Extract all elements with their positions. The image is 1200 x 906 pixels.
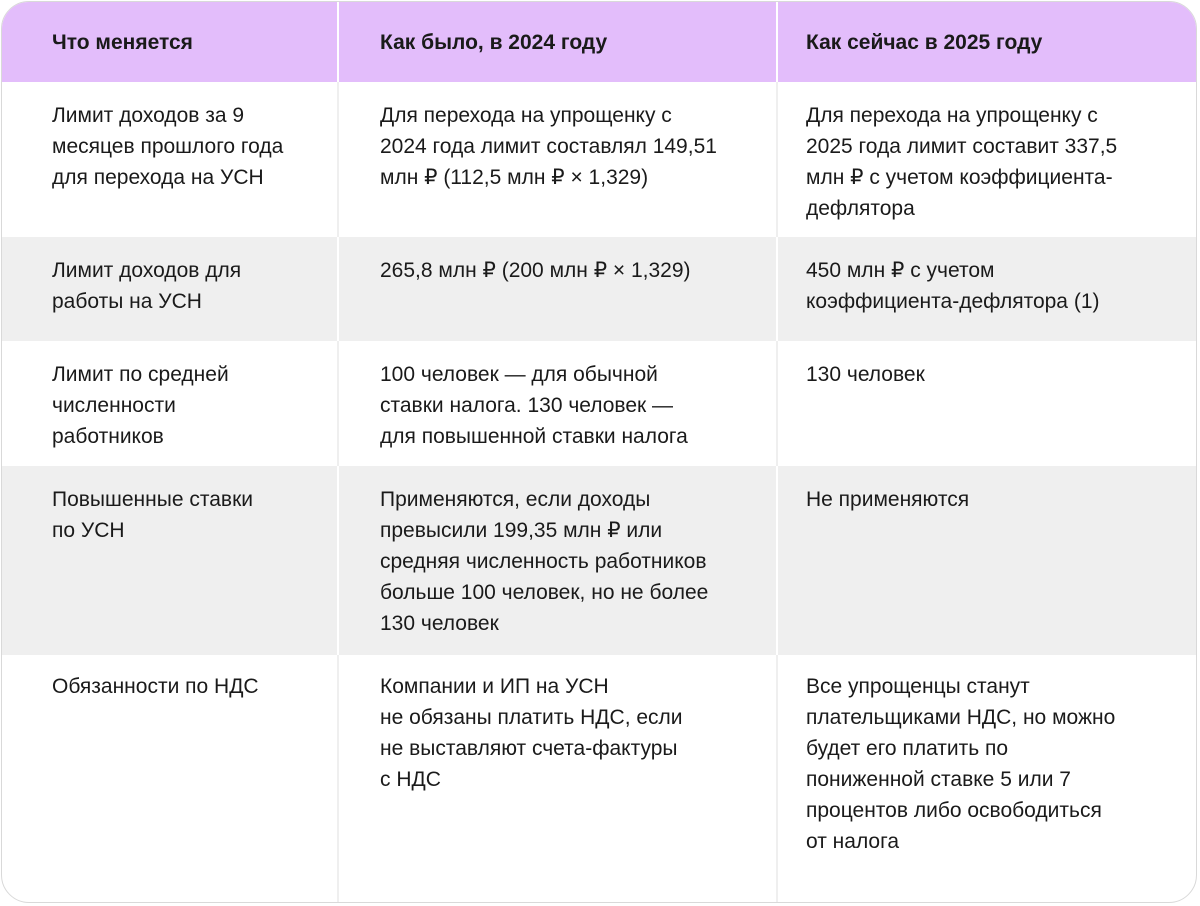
row-topic-cell: Лимит по средней численности работников [52, 363, 229, 448]
row-2024-cell: Компании и ИП на УСН не обязаны платить НДС, если не выставляют счета-фактуры с НДС [338, 655, 777, 903]
row-2024-cell: Для перехода на упрощенку с 2024 года лимит составлял 149,51 млн ₽ (112,5 млн ₽ × 1,329) [338, 82, 777, 237]
row-2024-cell: 265,8 млн ₽ (200 млн ₽ × 1,329) [338, 237, 777, 341]
row-topic-cell: Лимит доходов за 9 месяцев прошлого года для перехода на УСН [52, 104, 284, 189]
row-topic-cell: Повышенные ставки по УСН [2, 466, 338, 655]
row-2025-cell: 450 млн ₽ с учетом коэффициента-дефлятора (1) [777, 237, 1196, 341]
header-row [2, 2, 1196, 82]
table-row [2, 466, 1196, 655]
table-header [2, 2, 1196, 82]
row-2025-cell: Все упрощенцы станут плательщиками НДС, но можно будет его платить по пониженной ставке 5 или 7 процентов либо освободиться от налога [777, 655, 1196, 903]
comparison-table [2, 2, 1196, 903]
header-was-2024: Как было, в 2024 году [338, 2, 777, 82]
table-row [2, 82, 1196, 237]
header-what-changes: Что меняется [2, 2, 338, 82]
row-topic-cell: Лимит доходов для работы на УСН [2, 237, 338, 341]
comparison-table-card [1, 1, 1197, 903]
row-2024-cell: Применяются, если доходы превысили 199,35 млн ₽ или средняя численность работников больше 100 человек, но не более 130 человек [338, 466, 777, 655]
row-2024-cell: 100 человек — для обычной ставки налога. 130 человек — для повышенной ставки налога [338, 341, 777, 466]
table-row [2, 237, 1196, 341]
row-topic-cell: Обязанности по НДС [52, 675, 259, 698]
header-now-2025: Как сейчас в 2025 году [777, 2, 1196, 82]
table-row [2, 655, 1196, 903]
row-2025-cell: 130 человек [777, 341, 1196, 466]
row-2025-cell: Для перехода на упрощенку с 2025 года лимит составит 337,5 млн ₽ с учетом коэффициента- дефлятора [777, 82, 1196, 237]
row-2025-cell: Не применяются [777, 466, 1196, 655]
table-body [2, 82, 1196, 903]
table-row [2, 341, 1196, 466]
